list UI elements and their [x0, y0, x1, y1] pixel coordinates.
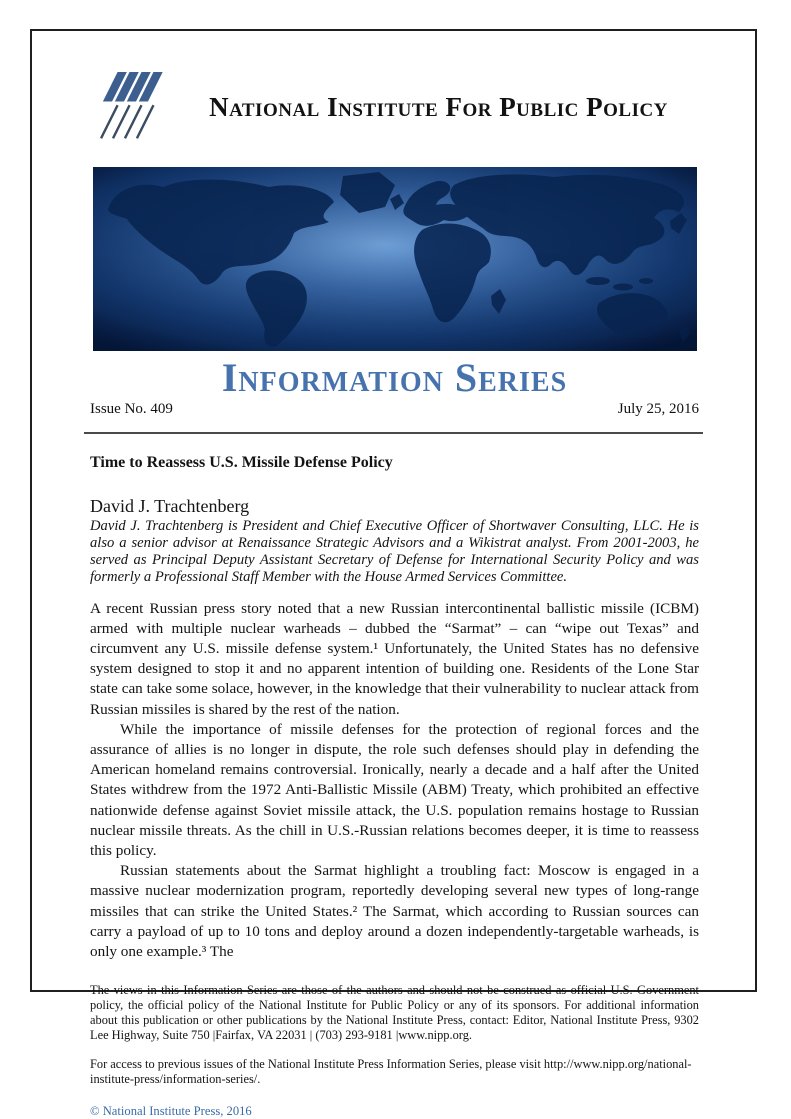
org-name: National Institute For Public Policy [209, 91, 668, 122]
world-map-banner [93, 167, 697, 351]
footer-archive-note: For access to previous issues of the National Institute Press Information Series, please visit http://www.nipp.org/national-institute-press/information-series/. [90, 1056, 692, 1086]
nipp-logo-icon [90, 61, 182, 153]
header-divider [84, 432, 703, 434]
copyright-line: © National Institute Press, 2016 [90, 1103, 252, 1118]
footer-disclaimer: The views in this Information Series are those of the authors and should not be construed as official U.S. Government policy, the official policy of the National Institute for Public Policy or any of its sponsors. For additional information about this publication or other publications by the National Institute Press, contact: Editor, National Institute Press, 9302 Lee Highway, Suite 750 |Fairfax, VA 22031 | (703) 293-9181 |www.nipp.org. [90, 983, 699, 1042]
series-title: Information Series [221, 355, 568, 400]
author-bio: David J. Trachtenberg is President and Chief Executive Officer of Shortwaver Consulting, LLC. He is also a senior advisor at Renaissance Strategic Advisors and a Wikistrat analyst. From 2001-2003, he served as Principal Deputy Assistant Secretary of Defense for International Security Policy and was formerly a Professional Staff Member with the House Armed Services Committee. [90, 518, 699, 585]
body-paragraph: While the importance of missile defenses for the protection of regional forces and the assurance of allies is no longer in dispute, the role such defenses should play in defending the American homeland remains controversial. Ironically, nearly a decade and a half after the United States withdrew from the 1972 Anti-Ballistic Missile (ABM) Treaty, which prohibited an effective nationwide defense against Soviet missile attack, the U.S. population remains hostage to Russian nuclear missile threats. As the chill in U.S.-Russian relations becomes deeper, it is time to reassess this policy. [90, 720, 699, 860]
body-paragraph: Russian statements about the Sarmat highlight a troubling fact: Moscow is engaged in a massive nuclear modernization program, reportedly developing several new types of long-range missiles that can strike the United States.² The Sarmat, which according to Russian sources can carry a payload of up to 10 tons and deploy around a dozen independently-targetable warheads, is only one example.³ The [90, 862, 699, 961]
issue-row [90, 401, 699, 418]
author-name: David J. Trachtenberg [90, 496, 250, 516]
issue-date: July 25, 2016 [617, 401, 699, 417]
document-page [30, 29, 757, 1118]
issue-number: Issue No. 409 [90, 401, 173, 417]
header [90, 61, 699, 153]
article-body [90, 599, 699, 963]
body-paragraph: A recent Russian press story noted that a new Russian intercontinental ballistic missile (ICBM) armed with multiple nuclear warheads – dubbed the “Sarmat” – can “wipe out Texas” and circumvent any U.S. missile defense system.¹ Unfortunately, the United States has no defensive system designed to stop it and no apparent intention of building one. Residents of the Lone Star state can take some solace, however, in the knowledge that their vulnerability to nuclear attack from Russian missiles is shared by the rest of the nation. [90, 599, 699, 718]
article-title: Time to Reassess U.S. Missile Defense Policy [90, 454, 393, 471]
